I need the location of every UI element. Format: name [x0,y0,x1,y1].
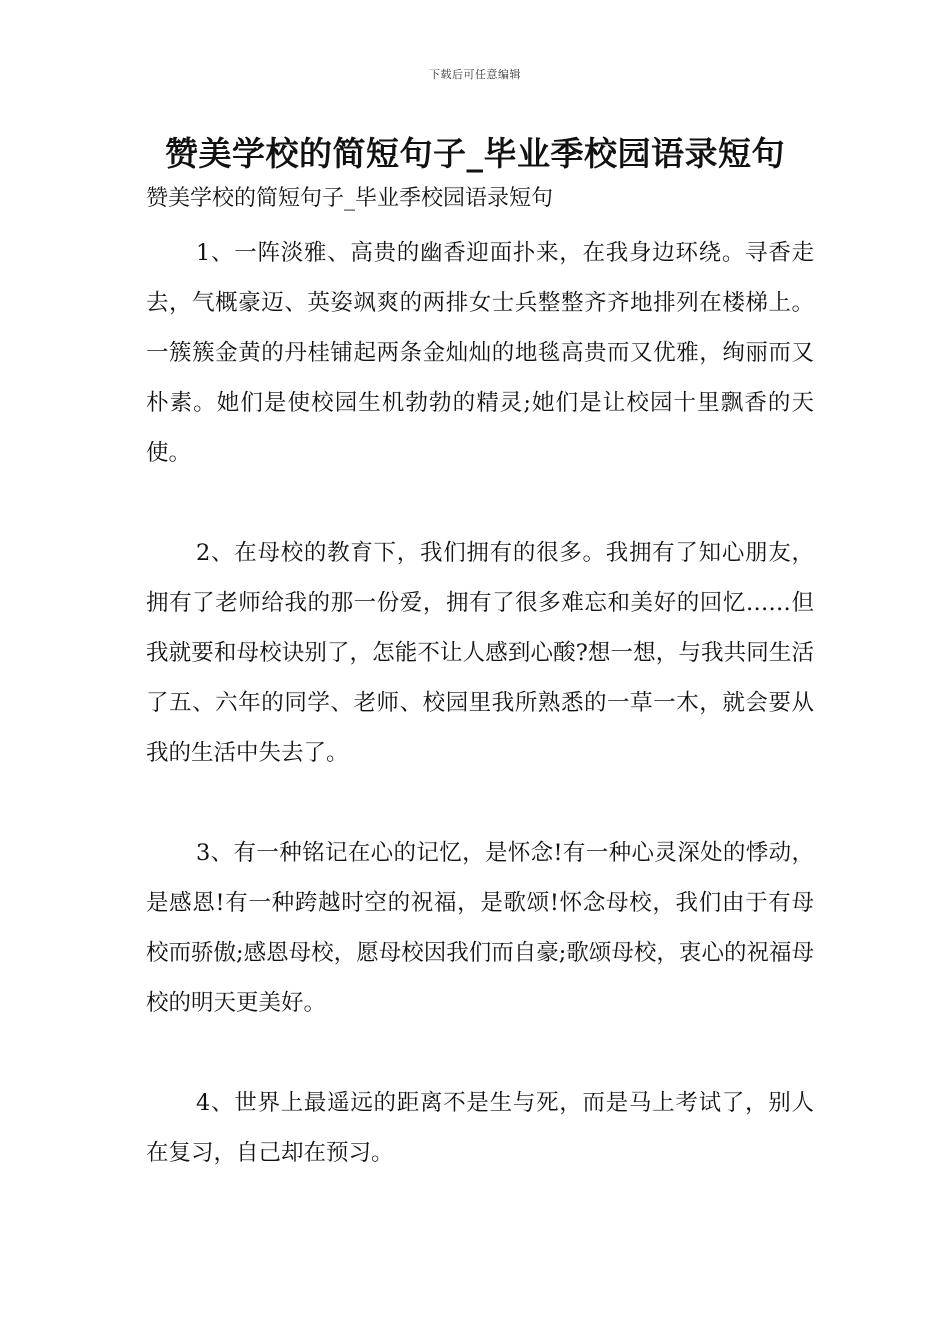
document-body [146,228,814,1178]
paragraph-4: 4、世界上最遥远的距离不是生与死，而是马上考试了，别人在复习，自己却在预习。 [146,1090,814,1166]
paragraph-2: 2、在母校的教育下，我们拥有的很多。我拥有了知心朋友，拥有了老师给我的那一份爱，拥有了很多难忘和美好的回忆……但我就要和母校诀别了，怎能不让人感到心酸?想一想，与我共同生活了五、六年的同学、老师、校园里我所熟悉的一草一木，就会要从我的生活中失去了。 [146,540,814,766]
header-note: 下载后可任意编辑 [429,68,521,81]
paragraph-3: 3、有一种铭记在心的记忆，是怀念!有一种心灵深处的悸动，是感恩!有一种跨越时空的祝福，是歌颂!怀念母校，我们由于有母校而骄傲;感恩母校，愿母校因我们而自豪;歌颂母校，衷心的祝福母校的明天更美好。 [146,840,814,1016]
document-title: 赞美学校的简短句子_毕业季校园语录短句 [165,134,785,173]
document-subtitle: 赞美学校的简短句子_毕业季校园语录短句 [146,186,554,211]
paragraph-1: 1、一阵淡雅、高贵的幽香迎面扑来，在我身边环绕。寻香走去，气概豪迈、英姿飒爽的两排女士兵整整齐齐地排列在楼梯上。一簇簇金黄的丹桂铺起两条金灿灿的地毯高贵而又优雅，绚丽而又朴素。她们是使校园生机勃勃的精灵;她们是让校园十里飘香的天使。 [146,240,814,466]
